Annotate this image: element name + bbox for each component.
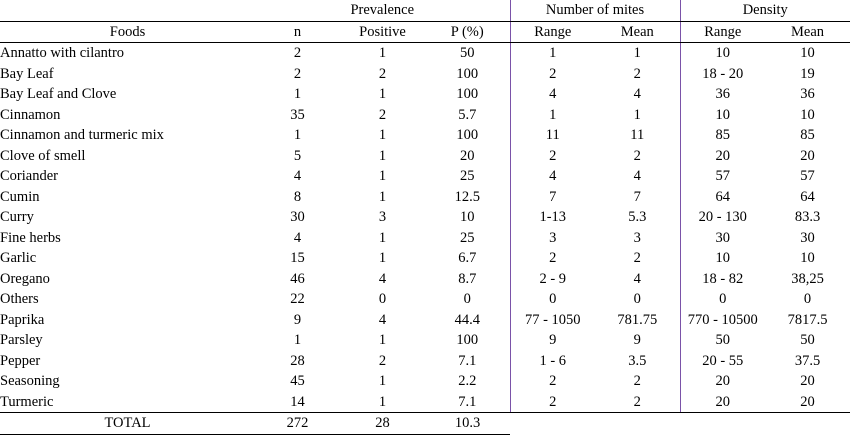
cell-mites-mean: 9 (633, 332, 641, 348)
cell-n: 2 (293, 45, 302, 61)
cell-density-mean: 10 (800, 250, 815, 266)
cell-total-density-mean (765, 413, 850, 435)
table-row (0, 310, 850, 331)
group-header-row (0, 0, 850, 21)
cell-mites-mean: 3.5 (628, 352, 647, 369)
cell-mites-mean: 0 (633, 291, 641, 307)
cell-n: 30 (290, 209, 305, 225)
column-header-mites-mean: Mean (595, 21, 680, 43)
cell-food: Seasoning (0, 373, 60, 389)
cell-mites-range: 77 - 1050 (510, 310, 595, 331)
cell-positive: 1 (378, 147, 387, 164)
cell-food: Cumin (0, 188, 40, 205)
cell-n: 2 (293, 65, 302, 82)
table-total-row (0, 413, 850, 435)
cell-p-percent: 7.1 (458, 352, 477, 369)
cell-density-mean: 0 (803, 291, 812, 307)
cell-p-percent: 100 (456, 86, 479, 102)
table-row (0, 166, 850, 187)
cell-p-percent: 12.5 (454, 188, 480, 205)
cell-p-percent: 44.4 (454, 311, 480, 328)
column-header-positive: Positive (340, 21, 425, 43)
cell-positive: 1 (378, 45, 387, 61)
cell-mites-range: 1 - 6 (510, 351, 595, 372)
cell-p-percent: 100 (456, 65, 479, 82)
cell-density-mean: 10 (800, 106, 815, 123)
cell-p-percent: 25 (460, 168, 475, 184)
cell-density-range: 20 - 130 (680, 207, 765, 228)
cell-density-range: 0 (680, 289, 765, 310)
cell-n: 28 (290, 352, 305, 369)
cell-density-range: 20 (680, 392, 765, 413)
cell-n: 8 (293, 188, 302, 205)
cell-food: Cinnamon and turmeric mix (0, 127, 164, 143)
cell-mites-mean: 3 (633, 229, 641, 246)
cell-mites-range: 0 (510, 289, 595, 310)
cell-food: Cinnamon (0, 106, 61, 123)
cell-density-range: 20 - 55 (680, 351, 765, 372)
cell-positive: 4 (378, 270, 387, 287)
cell-density-mean: 20 (800, 373, 815, 389)
cell-n: 1 (293, 86, 302, 102)
cell-p-percent: 8.7 (458, 270, 477, 287)
cell-p-percent: 2.2 (458, 373, 477, 389)
cell-density-mean: 7817.5 (787, 311, 828, 328)
cell-mites-range: 2 (510, 392, 595, 413)
cell-mites-mean: 5.3 (628, 209, 647, 225)
column-header-foods: Foods (0, 21, 255, 43)
cell-density-mean: 57 (800, 168, 815, 184)
cell-density-mean: 85 (800, 127, 815, 143)
cell-mites-mean: 2 (633, 147, 641, 164)
table-row (0, 146, 850, 167)
cell-total-density-range (680, 413, 765, 435)
cell-mites-mean: 781.75 (617, 311, 658, 328)
cell-food: Parsley (0, 332, 43, 348)
cell-mites-range: 2 (510, 248, 595, 269)
cell-total-label: TOTAL (0, 413, 255, 435)
cell-food: Annatto with cilantro (0, 45, 125, 61)
column-header-n: n (255, 21, 340, 43)
cell-mites-range: 7 (510, 187, 595, 208)
cell-density-range: 64 (680, 187, 765, 208)
cell-positive: 1 (378, 373, 387, 389)
cell-density-range: 18 - 82 (680, 269, 765, 290)
cell-p-percent: 0 (463, 291, 471, 307)
cell-food: Paprika (0, 311, 45, 328)
cell-total-positive: 28 (340, 413, 425, 435)
cell-n: 9 (293, 311, 302, 328)
cell-mites-mean: 1 (633, 106, 641, 123)
cell-food: Clove of smell (0, 147, 86, 164)
cell-mites-range: 4 (510, 84, 595, 105)
table-row (0, 125, 850, 146)
cell-n: 4 (293, 229, 302, 246)
cell-p-percent: 50 (460, 45, 475, 61)
cell-mites-range: 2 - 9 (510, 269, 595, 290)
cell-mites-mean: 2 (633, 250, 641, 266)
cell-positive: 4 (378, 311, 387, 328)
cell-p-percent: 10 (460, 209, 475, 225)
cell-food: Turmeric (0, 392, 255, 413)
table-row (0, 207, 850, 228)
cell-positive: 2 (378, 352, 387, 369)
cell-density-range: 10 (680, 43, 765, 64)
cell-density-range: 36 (680, 84, 765, 105)
table-row (0, 392, 850, 413)
cell-positive: 1 (378, 250, 387, 266)
cell-density-range: 10 (680, 105, 765, 126)
cell-p-percent: 20 (460, 147, 475, 164)
column-header-row (0, 21, 850, 43)
cell-mites-range: 1 (510, 43, 595, 64)
group-header-number-of-mites: Number of mites (510, 0, 680, 21)
cell-n: 1 (293, 332, 302, 348)
cell-mites-range: 2 (510, 371, 595, 392)
cell-positive: 1 (340, 392, 425, 413)
cell-food: Bay Leaf and Clove (0, 86, 117, 102)
cell-density-mean: 37.5 (794, 352, 821, 369)
cell-p-percent: 6.7 (458, 250, 477, 266)
cell-positive: 1 (378, 168, 387, 184)
cell-mites-range: 9 (510, 330, 595, 351)
cell-density-range: 50 (680, 330, 765, 351)
table-row (0, 84, 850, 105)
table-row (0, 248, 850, 269)
table-row (0, 269, 850, 290)
cell-density-range: 57 (680, 166, 765, 187)
cell-total-mites-range (510, 413, 595, 435)
table-row (0, 351, 850, 372)
cell-n: 5 (293, 147, 302, 164)
table-row (0, 228, 850, 249)
cell-density-mean: 38,25 (791, 270, 824, 287)
cell-p-percent: 100 (456, 332, 479, 348)
group-header-prevalence: Prevalence (255, 0, 510, 21)
cell-positive: 3 (378, 209, 387, 225)
column-header-p-percent: P (%) (425, 21, 510, 43)
table-row (0, 330, 850, 351)
cell-n: 14 (255, 392, 340, 413)
group-header-density: Density (680, 0, 850, 21)
cell-density-range: 10 (680, 248, 765, 269)
cell-positive: 0 (378, 291, 387, 307)
cell-mites-mean: 2 (633, 373, 641, 389)
cell-food: Garlic (0, 250, 37, 266)
cell-mites-mean: 7 (633, 188, 641, 205)
cell-mites-range: 3 (510, 228, 595, 249)
table-row (0, 187, 850, 208)
cell-p-percent: 100 (456, 127, 479, 143)
cell-density-mean: 19 (800, 65, 815, 82)
cell-food: Coriander (0, 168, 58, 184)
cell-mites-mean: 2 (595, 392, 680, 413)
cell-density-range: 770 - 10500 (680, 310, 765, 331)
cell-density-mean: 64 (800, 188, 815, 205)
cell-total-mites-mean (595, 413, 680, 435)
cell-n: 22 (290, 291, 305, 307)
cell-mites-range: 2 (510, 146, 595, 167)
cell-food: Bay Leaf (0, 65, 54, 82)
cell-mites-mean: 4 (633, 168, 641, 184)
cell-positive: 1 (378, 229, 387, 246)
cell-p-percent: 5.7 (458, 106, 477, 123)
table-row (0, 105, 850, 126)
column-header-mites-range: Range (510, 21, 595, 43)
cell-density-mean: 20 (765, 392, 850, 413)
cell-density-mean: 10 (800, 45, 815, 61)
cell-positive: 1 (378, 86, 387, 102)
cell-density-mean: 83.3 (794, 209, 821, 225)
cell-mites-range: 11 (510, 125, 595, 146)
cell-p-percent: 7.1 (425, 392, 510, 413)
cell-positive: 2 (378, 106, 387, 123)
cell-n: 4 (293, 168, 302, 184)
cell-mites-mean: 1 (633, 45, 641, 61)
cell-density-range: 85 (680, 125, 765, 146)
cell-mites-mean: 11 (630, 127, 645, 143)
cell-positive: 1 (378, 188, 387, 205)
cell-mites-range: 4 (510, 166, 595, 187)
cell-total-p-percent: 10.3 (425, 413, 510, 435)
cell-density-range: 18 - 20 (680, 64, 765, 85)
cell-food: Fine herbs (0, 229, 61, 246)
group-header-spacer (0, 0, 255, 21)
cell-food: Oregano (0, 270, 50, 287)
cell-n: 35 (290, 106, 305, 123)
cell-total-n: 272 (255, 413, 340, 435)
column-header-density-mean: Mean (765, 21, 850, 43)
cell-positive: 2 (378, 65, 387, 82)
table-row (0, 371, 850, 392)
cell-density-range: 20 (680, 371, 765, 392)
cell-p-percent: 25 (460, 229, 475, 246)
table-row (0, 43, 850, 64)
column-header-density-range: Range (680, 21, 765, 43)
table-row (0, 64, 850, 85)
cell-food: Curry (0, 209, 34, 225)
cell-positive: 1 (378, 332, 387, 348)
cell-density-mean: 36 (800, 86, 815, 102)
cell-mites-mean: 4 (633, 270, 641, 287)
cell-n: 1 (293, 127, 302, 143)
cell-density-range: 20 (680, 146, 765, 167)
cell-n: 15 (290, 250, 305, 266)
cell-food: Others (0, 291, 39, 307)
cell-density-mean: 20 (800, 147, 815, 164)
cell-mites-range: 2 (510, 64, 595, 85)
cell-density-mean: 50 (800, 332, 815, 348)
cell-food: Pepper (0, 352, 41, 369)
cell-mites-mean: 2 (633, 65, 641, 82)
cell-positive: 1 (378, 127, 387, 143)
cell-mites-range: 1-13 (510, 207, 595, 228)
cell-density-range: 30 (680, 228, 765, 249)
cell-density-mean: 30 (800, 229, 815, 246)
cell-n: 45 (290, 373, 305, 389)
table-row (0, 289, 850, 310)
cell-mites-range: 1 (510, 105, 595, 126)
cell-n: 46 (290, 270, 305, 287)
cell-mites-mean: 4 (633, 86, 641, 102)
